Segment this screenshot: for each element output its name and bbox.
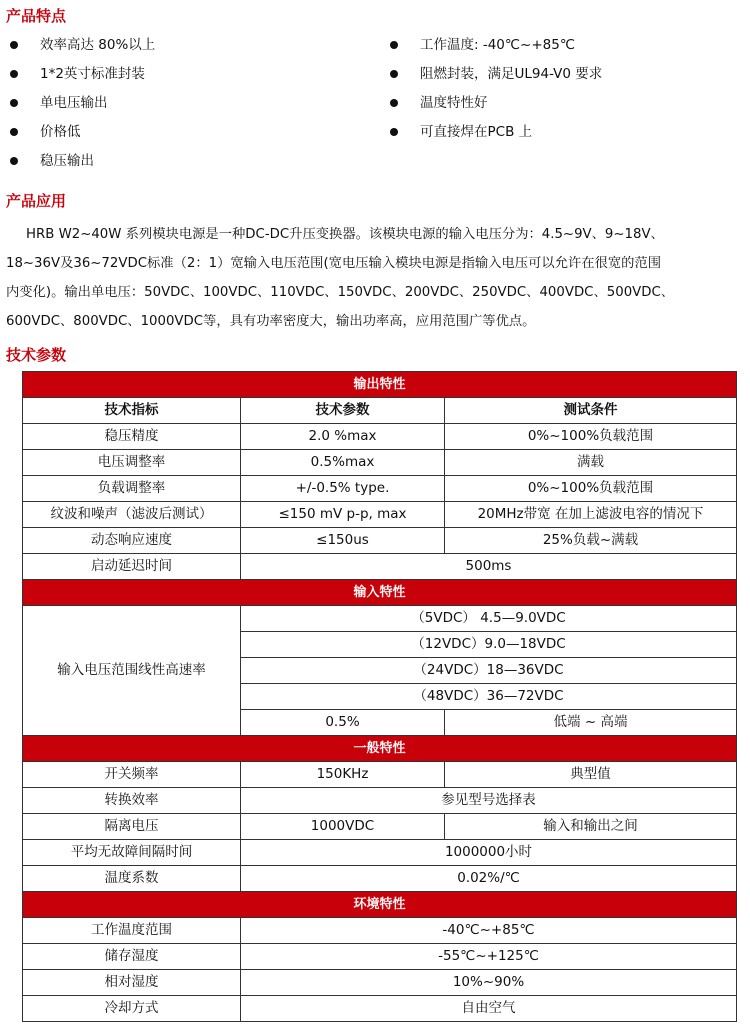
param-value: 0.5%max [241, 450, 445, 476]
paragraph-line: HRB W2~40W 系列模块电源是一种DC-DC升压变换器。该模块电源的输入电压分为：4.5~9V、9~18V、 [26, 227, 664, 242]
param-name: 动态响应速度 [23, 528, 241, 554]
specs-heading: 技术参数 [6, 346, 67, 364]
section-row-environment [23, 892, 737, 918]
param-value: 0.5% [241, 710, 445, 736]
param-condition: 0%~100%负载范围 [445, 424, 737, 450]
table-row [23, 606, 737, 632]
param-condition: 满载 [445, 450, 737, 476]
table-header-row [23, 398, 737, 424]
section-row-input [23, 580, 737, 606]
bullet-icon [10, 70, 18, 78]
param-name: 相对湿度 [23, 970, 241, 996]
application-paragraph [6, 220, 732, 336]
param-name: 储存湿度 [23, 944, 241, 970]
param-name: 平均无故障间隔时间 [23, 840, 241, 866]
column-header: 技术参数 [241, 398, 445, 424]
section-title: 输入特性 [23, 580, 737, 606]
bullet-icon [10, 41, 18, 49]
application-heading: 产品应用 [6, 192, 67, 210]
param-value: ≤150 mV p-p, max [241, 502, 445, 528]
list-item: 阻燃封装，满足UL94-V0 要求 [390, 63, 602, 92]
param-value: 1000VDC [241, 814, 445, 840]
spec-table [22, 371, 737, 1022]
features-heading: 产品特点 [6, 7, 67, 25]
param-value: 10%~90% [241, 970, 737, 996]
table-row [23, 814, 737, 840]
section-title: 环境特性 [23, 892, 737, 918]
table-row [23, 944, 737, 970]
paragraph-line: 18~36V及36~72VDC标准（2：1）宽输入电压范围(宽电压输入模块电源是指输入电压可以允许在很宽的范围 [6, 256, 662, 271]
param-condition: 20MHz带宽 在加上滤波电容的情况下 [445, 502, 737, 528]
table-row [23, 554, 737, 580]
table-row [23, 866, 737, 892]
param-name: 工作温度范围 [23, 918, 241, 944]
list-item: 效率高达 80%以上 [10, 34, 155, 63]
bullet-icon [390, 128, 398, 136]
section-row-output [23, 372, 737, 398]
param-value: +/-0.5% type. [241, 476, 445, 502]
list-item: 工作温度: -40℃~+85℃ [390, 34, 602, 63]
param-name: 开关频率 [23, 762, 241, 788]
section-title: 输出特性 [23, 372, 737, 398]
paragraph-line: 600VDC、800VDC、1000VDC等，具有功率密度大，输出功率高，应用范围广等优点。 [6, 314, 536, 329]
param-value: 500ms [241, 554, 737, 580]
list-item: 单电压输出 [10, 92, 155, 121]
param-value: 0.02%/℃ [241, 866, 737, 892]
paragraph-line: 内变化)。输出单电压：50VDC、100VDC、110VDC、150VDC、200VDC、250VDC、400VDC、500VDC、 [6, 285, 675, 300]
param-name: 冷却方式 [23, 996, 241, 1022]
table-row [23, 502, 737, 528]
param-value: （48VDC）36—72VDC [241, 684, 737, 710]
param-condition: 25%负载~满载 [445, 528, 737, 554]
features-right-list [390, 34, 602, 150]
table-row [23, 528, 737, 554]
table-row [23, 476, 737, 502]
param-value: ≤150us [241, 528, 445, 554]
column-header: 测试条件 [445, 398, 737, 424]
bullet-icon [390, 41, 398, 49]
param-value: -55℃~+125℃ [241, 944, 737, 970]
list-item: 温度特性好 [390, 92, 602, 121]
param-value: -40℃~+85℃ [241, 918, 737, 944]
table-row [23, 996, 737, 1022]
param-condition: 典型值 [445, 762, 737, 788]
param-value: 150KHz [241, 762, 445, 788]
section-title: 一般特性 [23, 736, 737, 762]
column-header: 技术指标 [23, 398, 241, 424]
param-condition: 输入和输出之间 [445, 814, 737, 840]
param-value: 2.0 %max [241, 424, 445, 450]
param-name: 转换效率 [23, 788, 241, 814]
param-value: （24VDC）18—36VDC [241, 658, 737, 684]
table-row [23, 918, 737, 944]
list-item: 1*2英寸标准封装 [10, 63, 155, 92]
param-condition: 0%~100%负载范围 [445, 476, 737, 502]
table-row [23, 788, 737, 814]
list-item: 稳压输出 [10, 150, 155, 179]
features-left-list [10, 34, 155, 179]
param-name: 隔离电压 [23, 814, 241, 840]
param-value: 1000000小时 [241, 840, 737, 866]
table-row [23, 970, 737, 996]
bullet-icon [390, 99, 398, 107]
param-name: 电压调整率 [23, 450, 241, 476]
table-row [23, 762, 737, 788]
table-row [23, 424, 737, 450]
list-item: 可直接焊在PCB 上 [390, 121, 602, 150]
bullet-icon [10, 157, 18, 165]
param-value: （5VDC） 4.5—9.0VDC [241, 606, 737, 632]
bullet-icon [10, 99, 18, 107]
param-name: 负载调整率 [23, 476, 241, 502]
param-value: 自由空气 [241, 996, 737, 1022]
param-value: （12VDC）9.0—18VDC [241, 632, 737, 658]
param-name: 纹波和噪声（滤波后测试） [23, 502, 241, 528]
list-item: 价格低 [10, 121, 155, 150]
param-name: 稳压精度 [23, 424, 241, 450]
bullet-icon [390, 70, 398, 78]
bullet-icon [10, 128, 18, 136]
table-row [23, 450, 737, 476]
param-name: 启动延迟时间 [23, 554, 241, 580]
section-row-general [23, 736, 737, 762]
param-name: 温度系数 [23, 866, 241, 892]
table-row [23, 840, 737, 866]
param-condition: 低端 ~ 高端 [445, 710, 737, 736]
param-value: 参见型号选择表 [241, 788, 737, 814]
param-name: 输入电压范围线性高速率 [23, 606, 241, 736]
